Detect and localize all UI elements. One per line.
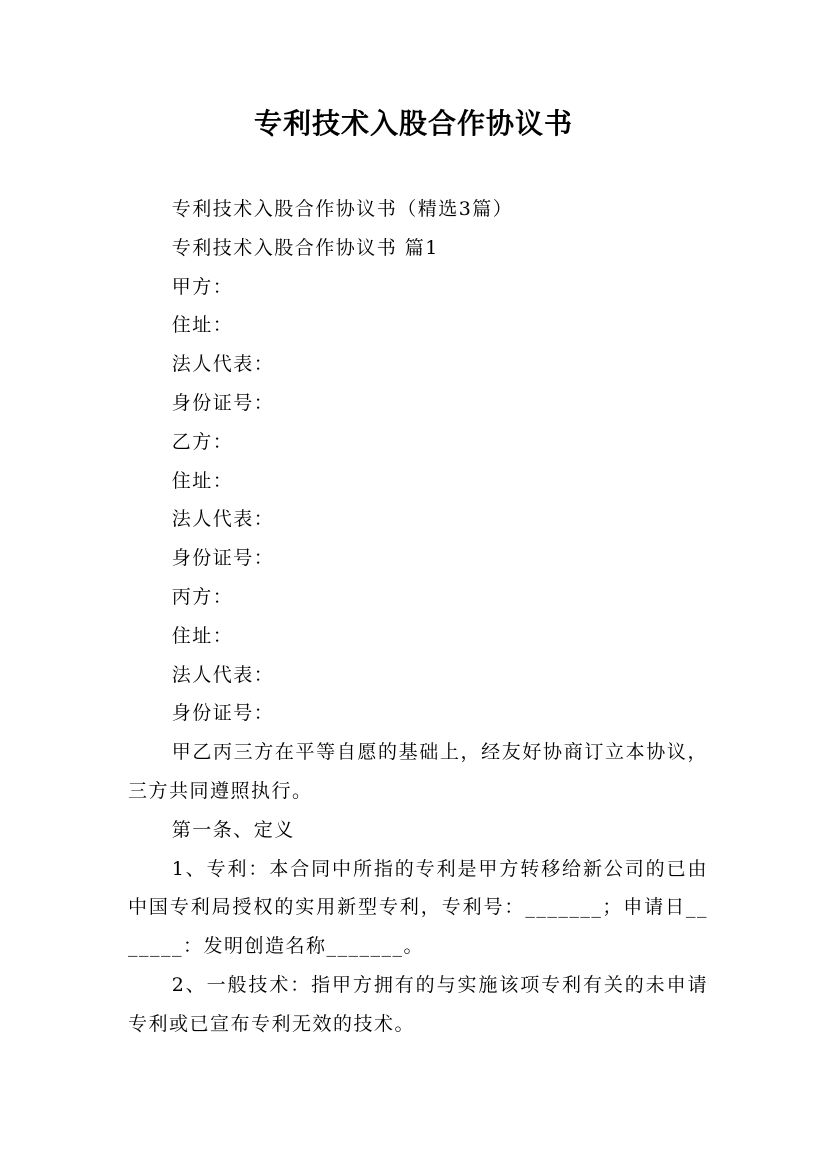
paragraph-article-1-heading: 第一条、定义 bbox=[171, 818, 295, 841]
paragraph-party-a-id: 身份证号： bbox=[171, 391, 275, 414]
paragraph-party-c-id: 身份证号： bbox=[171, 702, 275, 725]
paragraph-party-a-legal-rep: 法人代表： bbox=[171, 353, 275, 376]
paragraph-section-heading: 专利技术入股合作协议书 篇1 bbox=[171, 236, 439, 259]
paragraph-party-a: 甲方： bbox=[171, 275, 234, 298]
paragraph-party-c: 丙方： bbox=[171, 585, 234, 608]
paragraph-party-b: 乙方： bbox=[171, 430, 234, 453]
paragraph-party-c-address: 住址： bbox=[171, 624, 234, 647]
paragraph-agreement-intro: 甲乙丙三方在平等自愿的基础上，经友好协商订立本协议，三方共同遵照执行。 bbox=[128, 741, 708, 802]
paragraph-subtitle: 专利技术入股合作协议书（精选3篇） bbox=[171, 198, 514, 220]
paragraph-party-a-address: 住址： bbox=[171, 314, 234, 337]
paragraph-party-c-legal-rep: 法人代表： bbox=[171, 663, 275, 686]
document-body bbox=[128, 190, 708, 1044]
paragraph-party-b-address: 住址： bbox=[171, 469, 234, 492]
paragraph-party-b-id: 身份证号： bbox=[171, 547, 275, 570]
paragraph-party-b-legal-rep: 法人代表： bbox=[171, 508, 275, 531]
paragraph-definition-general-tech: 2、一般技术：指甲方拥有的与实施该项专利有关的未申请专利或已宣布专利无效的技术。 bbox=[128, 973, 708, 1035]
document-title: 专利技术入股合作协议书 bbox=[253, 107, 573, 140]
paragraph-definition-patent: 1、专利：本合同中所指的专利是甲方转移给新公司的已由中国专利局授权的实用新型专利，专利号：_______；申请日_______：发明创造名称_______。 bbox=[128, 857, 708, 958]
